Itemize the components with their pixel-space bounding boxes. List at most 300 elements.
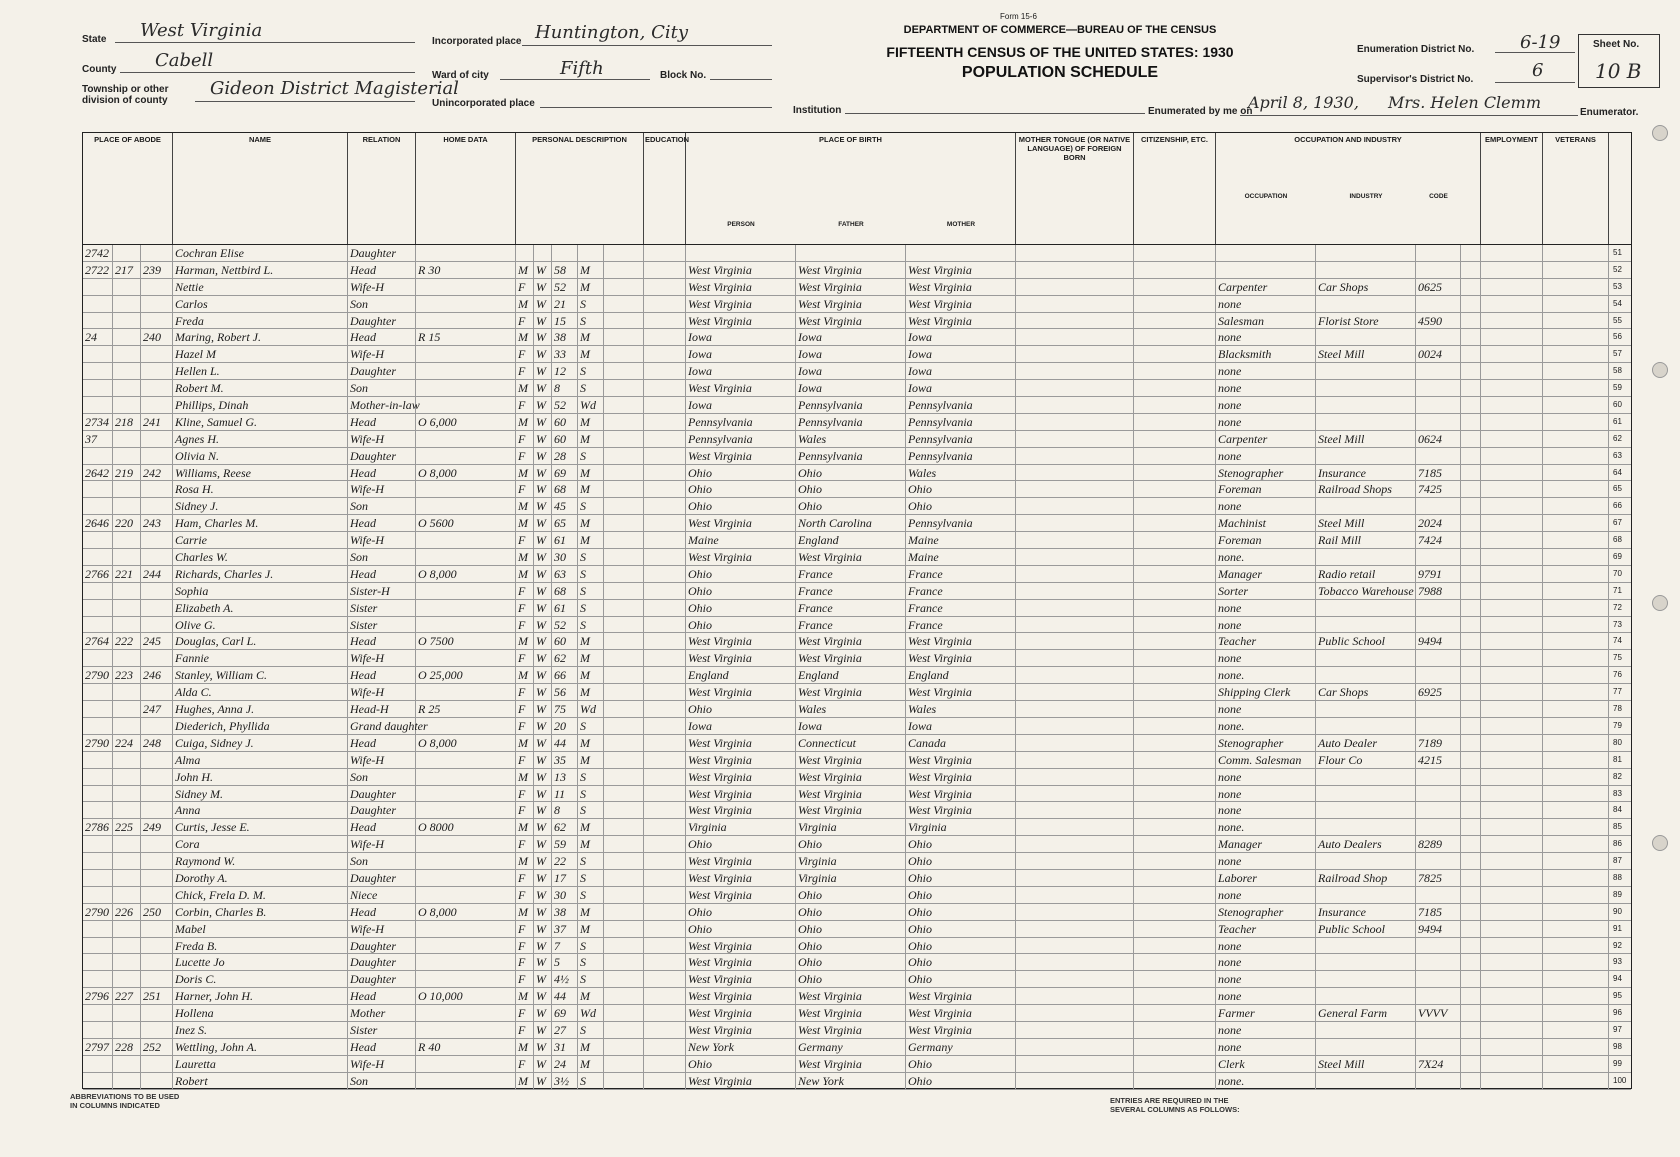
cell-bp: West Virginia — [686, 802, 796, 818]
cell-ci — [1134, 566, 1216, 582]
cell-house — [113, 836, 141, 852]
cell-code: VVVV — [1416, 1005, 1461, 1021]
cell-cw — [1461, 363, 1481, 379]
cell-ind — [1316, 954, 1416, 970]
cell-mt — [1016, 954, 1134, 970]
cell-e2 — [644, 735, 686, 751]
cell-ci — [1134, 870, 1216, 886]
cell-street: 2790 — [83, 667, 113, 683]
cell-sex: M — [516, 380, 534, 396]
cell-home — [416, 853, 516, 869]
line-number: 63 — [1613, 450, 1622, 460]
line-number: 94 — [1613, 974, 1622, 984]
cell-sex: M — [516, 1073, 534, 1089]
incorporated-line — [522, 45, 772, 46]
cell-e1 — [604, 431, 644, 447]
cell-bf: Virginia — [796, 870, 906, 886]
cell-name: Dorothy A. — [173, 870, 348, 886]
col-occupation: OCCUPATION — [1244, 193, 1288, 200]
cell-rel: Head — [348, 735, 416, 751]
cell-e2 — [644, 1073, 686, 1089]
cell-sex: F — [516, 954, 534, 970]
cell-bf: Iowa — [796, 346, 906, 362]
cell-sex: M — [516, 735, 534, 751]
line-number: 56 — [1613, 332, 1622, 342]
cell-bf: Pennsylvania — [796, 414, 906, 430]
table-row — [83, 448, 1631, 465]
cell-ind: Steel Mill — [1316, 1056, 1416, 1072]
cell-rel: Daughter — [348, 870, 416, 886]
cell-em — [1481, 954, 1543, 970]
cell-mt — [1016, 329, 1134, 345]
cell-fam — [141, 583, 173, 599]
cell-ci — [1134, 887, 1216, 903]
cell-name: Olive G. — [173, 617, 348, 633]
cell-vt — [1543, 481, 1609, 497]
cell-bm: Ohio — [906, 904, 1016, 920]
cell-street: 2734 — [83, 414, 113, 430]
cell-cw — [1461, 397, 1481, 413]
cell-mar: S — [578, 363, 604, 379]
cell-street — [83, 921, 113, 937]
cell-vt — [1543, 431, 1609, 447]
cell-occ: Salesman — [1216, 313, 1316, 329]
cell-occ: Sorter — [1216, 583, 1316, 599]
cell-home — [416, 313, 516, 329]
table-row — [83, 549, 1631, 566]
cell-age: 44 — [552, 735, 578, 751]
cell-house — [113, 245, 141, 261]
cell-ind — [1316, 262, 1416, 278]
col-birth-father: FATHER — [838, 221, 864, 228]
cell-street — [83, 279, 113, 295]
cell-age: 8 — [552, 802, 578, 818]
cell-sex: F — [516, 532, 534, 548]
cell-bf: Ohio — [796, 465, 906, 481]
cell-vt — [1543, 1022, 1609, 1038]
unincorporated-label: Unincorporated place — [432, 98, 535, 109]
cell-bf: Germany — [796, 1039, 906, 1055]
cell-fam — [141, 397, 173, 413]
cell-cw — [1461, 633, 1481, 649]
cell-fam — [141, 431, 173, 447]
cell-e1 — [604, 633, 644, 649]
cell-age — [552, 245, 578, 261]
cell-ci — [1134, 481, 1216, 497]
cell-race: W — [534, 769, 552, 785]
cell-street — [83, 346, 113, 362]
cell-name: Lauretta — [173, 1056, 348, 1072]
cell-home: O 8,000 — [416, 735, 516, 751]
cell-code — [1416, 1022, 1461, 1038]
cell-home — [416, 650, 516, 666]
cell-cw — [1461, 684, 1481, 700]
cell-cw — [1461, 938, 1481, 954]
cell-e1 — [604, 887, 644, 903]
table-row — [83, 313, 1631, 330]
cell-home — [416, 279, 516, 295]
cell-ind — [1316, 701, 1416, 717]
cell-ind: Insurance — [1316, 465, 1416, 481]
cell-bf: Wales — [796, 701, 906, 717]
cell-mt — [1016, 245, 1134, 261]
cell-ci — [1134, 600, 1216, 616]
cell-e2 — [644, 515, 686, 531]
cell-street — [83, 752, 113, 768]
sheet-value: 10 B — [1595, 59, 1642, 83]
cell-name: Lucette Jo — [173, 954, 348, 970]
table-row — [83, 836, 1631, 853]
cell-house — [113, 853, 141, 869]
cell-mar: S — [578, 802, 604, 818]
cell-cw — [1461, 498, 1481, 514]
cell-occ: none — [1216, 954, 1316, 970]
line-number: 74 — [1613, 636, 1622, 646]
cell-fam — [141, 313, 173, 329]
cell-race: W — [534, 1005, 552, 1021]
cell-em — [1481, 448, 1543, 464]
cell-mt — [1016, 819, 1134, 835]
cell-e2 — [644, 836, 686, 852]
cell-ind — [1316, 549, 1416, 565]
cell-mar: S — [578, 380, 604, 396]
cell-name: Raymond W. — [173, 853, 348, 869]
form-number: Form 15-6 — [1000, 12, 1037, 21]
cell-ind: Public School — [1316, 633, 1416, 649]
cell-age: 59 — [552, 836, 578, 852]
cell-occ: Blacksmith — [1216, 346, 1316, 362]
table-row — [83, 397, 1631, 414]
table-row — [83, 684, 1631, 701]
cell-age: 22 — [552, 853, 578, 869]
cell-race: W — [534, 1056, 552, 1072]
cell-vt — [1543, 752, 1609, 768]
cell-e2 — [644, 718, 686, 734]
cell-home — [416, 583, 516, 599]
cell-race: W — [534, 633, 552, 649]
cell-age: 68 — [552, 481, 578, 497]
cell-bp: West Virginia — [686, 515, 796, 531]
cell-e1 — [604, 921, 644, 937]
line-number: 65 — [1613, 484, 1622, 494]
cell-sex: F — [516, 363, 534, 379]
cell-rel: Wife-H — [348, 346, 416, 362]
cell-vt — [1543, 313, 1609, 329]
cell-house — [113, 397, 141, 413]
cell-code — [1416, 971, 1461, 987]
cell-bm: Ohio — [906, 1056, 1016, 1072]
cell-bf: West Virginia — [796, 633, 906, 649]
cell-cw — [1461, 870, 1481, 886]
cell-em — [1481, 938, 1543, 954]
cell-bp: Iowa — [686, 346, 796, 362]
cell-street — [83, 887, 113, 903]
cell-age: 35 — [552, 752, 578, 768]
cell-bf: West Virginia — [796, 1005, 906, 1021]
cell-em — [1481, 583, 1543, 599]
cell-e2 — [644, 870, 686, 886]
cell-race: W — [534, 921, 552, 937]
cell-em — [1481, 414, 1543, 430]
cell-mt — [1016, 346, 1134, 362]
table-row — [83, 870, 1631, 887]
cell-home — [416, 836, 516, 852]
cell-code: 7185 — [1416, 465, 1461, 481]
cell-cw — [1461, 752, 1481, 768]
cell-mar: S — [578, 313, 604, 329]
cell-age: 65 — [552, 515, 578, 531]
cell-bp: West Virginia — [686, 549, 796, 565]
cell-sex: M — [516, 465, 534, 481]
cell-code: 8289 — [1416, 836, 1461, 852]
cell-bp: Pennsylvania — [686, 431, 796, 447]
cell-mar: M — [578, 262, 604, 278]
cell-name: Cuiga, Sidney J. — [173, 735, 348, 751]
cell-home — [416, 481, 516, 497]
cell-house — [113, 921, 141, 937]
cell-race: W — [534, 1039, 552, 1055]
abbrev-title: ABBREVIATIONS TO BE USED IN COLUMNS INDICATED — [70, 1092, 180, 1110]
cell-mt — [1016, 1005, 1134, 1021]
township-label: Township or other division of county — [82, 84, 169, 106]
cell-race: W — [534, 904, 552, 920]
col-veterans: VETERANS — [1543, 133, 1609, 245]
cell-bp: West Virginia — [686, 1022, 796, 1038]
cell-e2 — [644, 380, 686, 396]
cell-e2 — [644, 363, 686, 379]
cell-bm: Ohio — [906, 498, 1016, 514]
cell-mar: M — [578, 735, 604, 751]
cell-mt — [1016, 532, 1134, 548]
line-number: 77 — [1613, 687, 1622, 697]
cell-em — [1481, 802, 1543, 818]
line-number: 68 — [1613, 535, 1622, 545]
cell-house: 218 — [113, 414, 141, 430]
cell-ind — [1316, 802, 1416, 818]
cell-code: 0624 — [1416, 431, 1461, 447]
cell-house: 219 — [113, 465, 141, 481]
cell-em — [1481, 1005, 1543, 1021]
cell-code — [1416, 938, 1461, 954]
cell-mt — [1016, 549, 1134, 565]
col-education: EDUCATION — [644, 133, 686, 245]
cell-ind: Steel Mill — [1316, 515, 1416, 531]
cell-age: 11 — [552, 786, 578, 802]
block-label: Block No. — [660, 70, 707, 81]
cell-code: 7185 — [1416, 904, 1461, 920]
cell-age: 45 — [552, 498, 578, 514]
population-table — [82, 132, 1632, 1089]
cell-bm: Ohio — [906, 1073, 1016, 1089]
cell-name: Stanley, William C. — [173, 667, 348, 683]
cell-name: Robert M. — [173, 380, 348, 396]
cell-mar: Wd — [578, 701, 604, 717]
cell-e1 — [604, 971, 644, 987]
cell-house — [113, 329, 141, 345]
cell-fam: 250 — [141, 904, 173, 920]
cell-name: Hughes, Anna J. — [173, 701, 348, 717]
cell-em — [1481, 617, 1543, 633]
cell-ci — [1134, 971, 1216, 987]
cell-occ: Carpenter — [1216, 431, 1316, 447]
cell-fam — [141, 296, 173, 312]
cell-name: Corbin, Charles B. — [173, 904, 348, 920]
cell-cw — [1461, 532, 1481, 548]
cell-street — [83, 1022, 113, 1038]
cell-bp: West Virginia — [686, 380, 796, 396]
cell-vt — [1543, 684, 1609, 700]
cell-house: 217 — [113, 262, 141, 278]
cell-e1 — [604, 583, 644, 599]
cell-race: W — [534, 667, 552, 683]
cell-code: 7424 — [1416, 532, 1461, 548]
cell-occ — [1216, 245, 1316, 261]
cell-em — [1481, 549, 1543, 565]
cell-bm: West Virginia — [906, 752, 1016, 768]
table-row — [83, 921, 1631, 938]
cell-street — [83, 836, 113, 852]
cell-em — [1481, 566, 1543, 582]
block-line — [710, 79, 772, 80]
cell-bf: West Virginia — [796, 786, 906, 802]
cell-ci — [1134, 921, 1216, 937]
cell-sex: F — [516, 887, 534, 903]
cell-sex: F — [516, 870, 534, 886]
cell-mt — [1016, 802, 1134, 818]
cell-ind: General Farm — [1316, 1005, 1416, 1021]
cell-ind: Rail Mill — [1316, 532, 1416, 548]
cell-fam — [141, 887, 173, 903]
cell-home — [416, 887, 516, 903]
cell-vt — [1543, 532, 1609, 548]
cell-bm: West Virginia — [906, 1005, 1016, 1021]
cell-name: Agnes H. — [173, 431, 348, 447]
line-number: 80 — [1613, 737, 1622, 747]
cell-e1 — [604, 549, 644, 565]
cell-cw — [1461, 380, 1481, 396]
cell-fam: 241 — [141, 414, 173, 430]
cell-code: 4215 — [1416, 752, 1461, 768]
cell-e1 — [604, 448, 644, 464]
ward-value: Fifth — [560, 58, 604, 79]
cell-name: Chick, Frela D. M. — [173, 887, 348, 903]
cell-bp: West Virginia — [686, 752, 796, 768]
cell-sex: F — [516, 279, 534, 295]
cell-age: 8 — [552, 380, 578, 396]
cell-home — [416, 380, 516, 396]
line-number: 90 — [1613, 906, 1622, 916]
col-employment: EMPLOYMENT — [1481, 133, 1543, 245]
cell-cw — [1461, 262, 1481, 278]
cell-fam — [141, 549, 173, 565]
cell-em — [1481, 684, 1543, 700]
cell-em — [1481, 988, 1543, 1004]
cell-e2 — [644, 279, 686, 295]
cell-code — [1416, 549, 1461, 565]
cell-em — [1481, 1073, 1543, 1089]
cell-house — [113, 971, 141, 987]
cell-occ: Stenographer — [1216, 735, 1316, 751]
cell-home — [416, 448, 516, 464]
cell-race: W — [534, 802, 552, 818]
cell-race: W — [534, 971, 552, 987]
cell-bm: France — [906, 583, 1016, 599]
cell-em — [1481, 819, 1543, 835]
col-citizenship: CITIZENSHIP, ETC. — [1134, 133, 1216, 245]
cell-code — [1416, 414, 1461, 430]
cell-e1 — [604, 313, 644, 329]
cell-occ: none — [1216, 363, 1316, 379]
cell-age: 52 — [552, 397, 578, 413]
cell-street — [83, 498, 113, 514]
cell-ind — [1316, 971, 1416, 987]
cell-mar: M — [578, 329, 604, 345]
cell-mt — [1016, 735, 1134, 751]
cell-mar: S — [578, 600, 604, 616]
cell-ind: Florist Store — [1316, 313, 1416, 329]
cell-e1 — [604, 245, 644, 261]
cell-mar: S — [578, 718, 604, 734]
cell-e2 — [644, 701, 686, 717]
cell-bf: West Virginia — [796, 769, 906, 785]
cell-e2 — [644, 904, 686, 920]
unincorporated-line — [540, 107, 772, 108]
cell-occ: none. — [1216, 549, 1316, 565]
cell-street: 2766 — [83, 566, 113, 582]
cell-age: 30 — [552, 887, 578, 903]
cell-e1 — [604, 515, 644, 531]
cell-bf: Ohio — [796, 481, 906, 497]
cell-race: W — [534, 819, 552, 835]
cell-ci — [1134, 752, 1216, 768]
cell-code — [1416, 802, 1461, 818]
cell-house — [113, 887, 141, 903]
cell-bm: Wales — [906, 701, 1016, 717]
cell-cw — [1461, 600, 1481, 616]
cell-race: W — [534, 650, 552, 666]
cell-name: Charles W. — [173, 549, 348, 565]
cell-bm: Virginia — [906, 819, 1016, 835]
cell-home — [416, 1005, 516, 1021]
cell-mar: M — [578, 481, 604, 497]
cell-name: Fannie — [173, 650, 348, 666]
cell-street: 2764 — [83, 633, 113, 649]
cell-fam — [141, 346, 173, 362]
cell-home — [416, 617, 516, 633]
county-line — [120, 72, 415, 73]
cell-bp: Ohio — [686, 836, 796, 852]
cell-rel: Niece — [348, 887, 416, 903]
cell-occ: none — [1216, 769, 1316, 785]
cell-race: W — [534, 600, 552, 616]
cell-street — [83, 448, 113, 464]
cell-mar: S — [578, 971, 604, 987]
cell-mar: S — [578, 498, 604, 514]
table-row — [83, 380, 1631, 397]
table-row — [83, 633, 1631, 650]
cell-rel: Sister — [348, 617, 416, 633]
cell-name: Harman, Nettbird L. — [173, 262, 348, 278]
department-title: DEPARTMENT OF COMMERCE—BUREAU OF THE CENSUS — [903, 24, 1217, 36]
enum-district-value: 6-19 — [1520, 32, 1561, 53]
cell-mt — [1016, 313, 1134, 329]
cell-ind — [1316, 853, 1416, 869]
cell-sex: M — [516, 819, 534, 835]
cell-sex: F — [516, 431, 534, 447]
ward-line — [500, 79, 650, 80]
cell-home — [416, 769, 516, 785]
line-number: 87 — [1613, 856, 1622, 866]
